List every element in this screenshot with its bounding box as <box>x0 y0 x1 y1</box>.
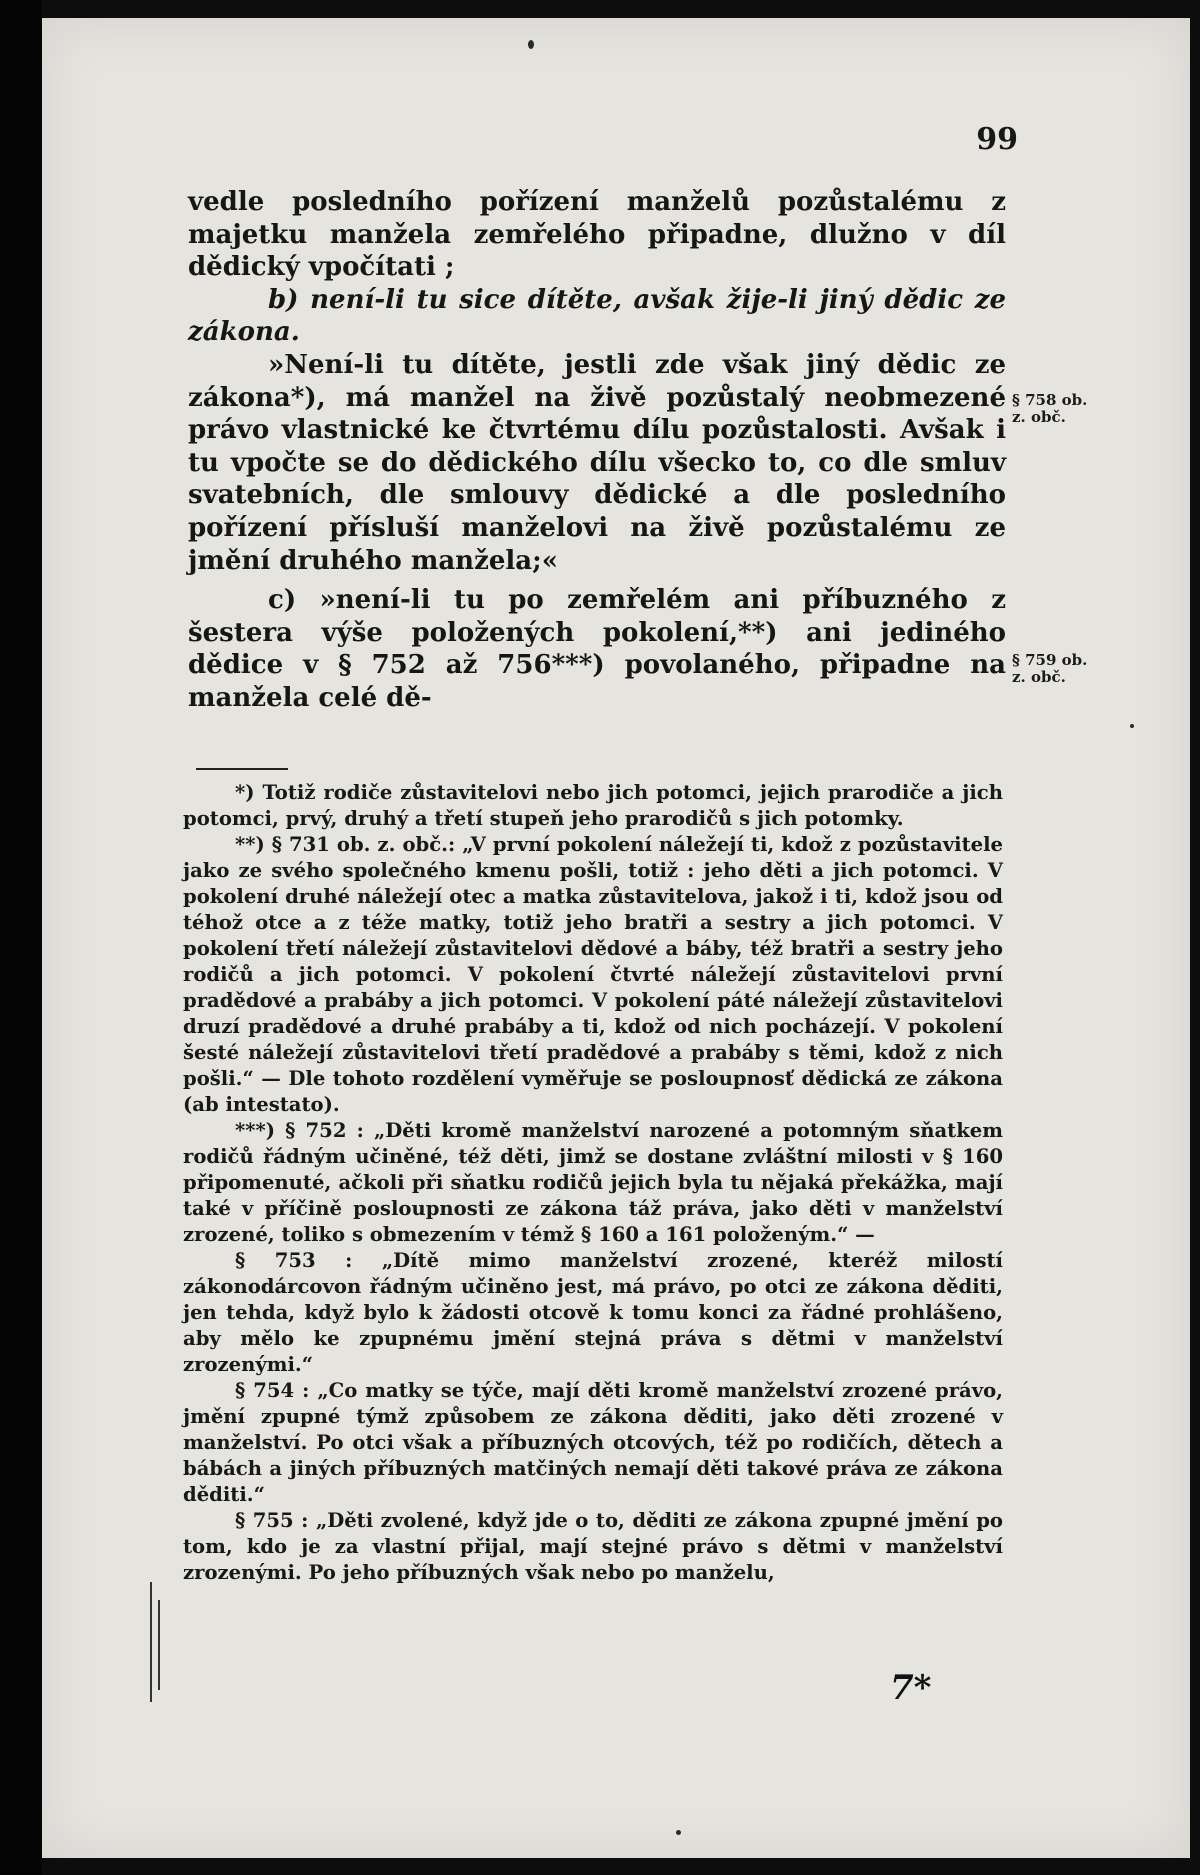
footnote-rule <box>196 768 288 770</box>
paragraph-a-end: vedle posledního pořízení manželů pozůstalému z majetku manžela zemřelého připadne, dlužno v díl dědický vpočítati ; <box>188 187 1006 283</box>
scan-border <box>0 0 42 1875</box>
footnote-1: *) Totiž rodiče zůstavitelovi nebo jich potomci, jejich prarodiče a jich potomci, prvý, druhý a třetí stupeň jeho prarodičů s jich potomky. <box>183 781 1003 830</box>
footnote-3: ***) § 752 : „Děti kromě manželství narozené a potomným sňatkem rodičů řádným učiněné, též děti, jimž se dostane zvláštní milosti v § 160 připomenuté, ačkoli při sňatku rodičů jejich byla tu nějaká překážka, mají také v příčině posloupnosti ze zákona táž práva, jako děti v manželství zrozené, toliko s obmezením v témž § 160 a 161 položeným.“ — <box>183 1119 1003 1246</box>
footnote-755: § 755 : „Děti zvolené, když jde o to, děditi ze zákona zpupné jmění po tom, kdo je za vlastní přijal, mají stejné právo s dětmi v manželství zrozenými. Po jeho příbuzných však nebo po manželu, <box>183 1509 1003 1584</box>
margin-note-758: § 758 ob. z. obč. <box>1012 391 1088 426</box>
page-number: 99 <box>976 122 1018 157</box>
footnote-754: § 754 : „Co matky se týče, mají děti kromě manželství zrozené právo, jmění zpupné týmž způsobem ze zákona děditi, jako děti zrozené v manželství. Po otci však a příbuzných otcových, též po rodičích, dětech a bábách a jiných příbuzných matčiných nemají děti takové práva ze zákona děditi.“ <box>183 1379 1003 1506</box>
subsection-b-heading: b) není-li tu sice dítěte, avšak žije-li jiný dědic ze zákona. <box>188 284 1006 348</box>
footnote-753: § 753 : „Dítě mimo manželství zrozené, kteréž milostí zákonodárcovon řádným učiněno jest, má právo, po otci ze zákona děditi, jen tehda, když bylo k žádosti otcově k tomu konci za řádné prohlášeno, aby mělo ke zpupnému jmění stejná práva s dětmi v manželství zrozenými.“ <box>183 1249 1003 1376</box>
subsection-c: c) »není-li tu po zemřelém ani příbuzného z šestera výše položených pokolení,**) ani jediného dědice v § 752 až 756***) povolaného, připadne na manžela celé dě- <box>188 585 1006 713</box>
footnotes <box>183 780 1003 1586</box>
scan-speck <box>676 1830 681 1835</box>
scan-speck <box>1130 724 1134 728</box>
scan-speck <box>528 40 534 49</box>
scan-scuff <box>150 1582 152 1702</box>
footnote-2: **) § 731 ob. z. obč.: „V první pokolení náležejí ti, kdož z pozůstavitele jako ze svého společného kmenu pošli, totiž : jeho děti a jich potomci. V pokolení druhé náležejí otec a matka zůstavitelova, jakož i ti, kdož jsou od téhož otce a z téže matky, totiž jeho bratři a sestry a jich potomci. V pokolení třetí náležejí zůstavitelovi dědové a báby, též bratři a sestry jeho rodičů a jich potomci. V pokolení čtvrté náležejí zůstavitelovi první pradědové a prabáby a jich potomci. V pokolení páté náležejí zůstavitelovi druzí pradědové a druhé prabáby a ti, kdož od nich pocházejí. V pokolení šesté náležejí zůstavitelovi třetí pradědové a prabáby s těmi, kdož z nich pošli.“ — Dle tohoto rozdělení vyměřuje se posloupnosť dědická ze zákona (ab intestato). <box>183 833 1003 1116</box>
margin-note-759: § 759 ob. z. obč. <box>1012 651 1088 686</box>
main-text <box>188 186 1006 715</box>
scan-scuff <box>158 1600 160 1690</box>
quoted-law-758: »Není-li tu dítěte, jestli zde však jiný dědic ze zákona*), má manžel na živě pozůstalý neobmezené právo vlastnické ke čtvrtému dílu pozůstalosti. Avšak i tu vpočte se do dědického dílu všecko to, co dle smluv svatebních, dle smlouvy dědické a dle posledního pořízení přísluší manželovi na živě pozůstalému ze jmění druhého manžela;« <box>188 349 1006 576</box>
signature-mark: 7* <box>890 1668 932 1708</box>
